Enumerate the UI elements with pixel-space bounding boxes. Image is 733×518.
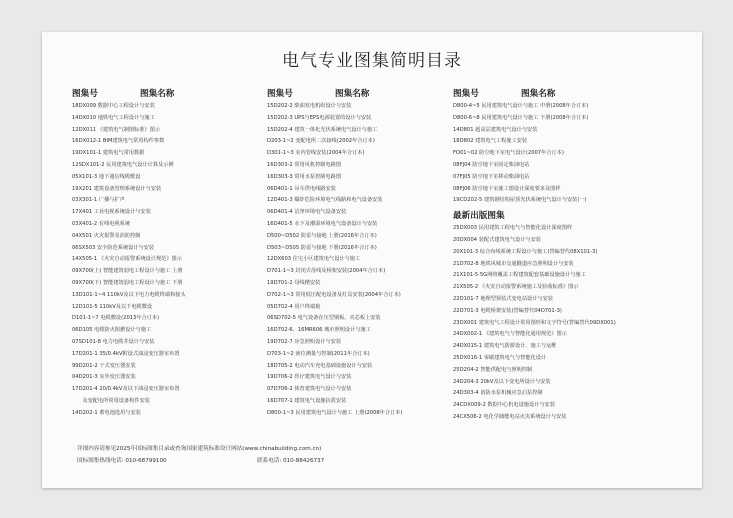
catalog-entry: 16DX012-1 BIM建筑电气常用构件参数 (72, 138, 165, 145)
catalog-entry: 23DX001 建筑电气工程设计常用图形和文字符号(替编替代09DX001) (453, 319, 616, 326)
catalog-entry: 14X505-1 《火灾自动报警系统设计规范》图示 (72, 256, 182, 263)
catalog-entry: 06D401-1 吊车供电线路安装 (267, 185, 336, 192)
catalog-entry: 25DX003 民用建筑工程电气与智能化设计深度图样 (453, 225, 573, 232)
catalog-entry: 12SDX101-2 民用建筑电气设计计算及示例 (72, 161, 174, 168)
catalog-entry: 12DX011 《建筑电气制图标准》图示 (72, 126, 160, 133)
catalog-entry: 22D101-7 地埋型预装式变电站设计与安装 (453, 295, 553, 302)
catalog-entry: 及变配电所常用设备构件安装 (72, 397, 150, 404)
catalog-entry: 21X101-5 5G网络覆盖工程建筑配套基础设施设计与施工 (453, 272, 586, 279)
catalog-entry: 14D202-1 蓄电池选用与安装 (72, 409, 141, 416)
catalog-entry: 12DX603 住宅小区建筑电气设计与施工 (267, 256, 361, 263)
footer-website-note: 详细内容请参见2025年国标图集目录或查询国家建筑标准设计网站(www.chinabuilding.com.cn) (77, 446, 322, 452)
catalog-entry: FD01~02 防空地下室电气设计(2007年合订本) (453, 150, 564, 157)
catalog-entry: D701-1~3 封闭式母线及桥架安装(2004年合订本) (267, 268, 386, 275)
catalog-entry: 17D201-4 20/0.4kV及以下油浸变压器室布置 (72, 386, 180, 393)
catalog-entry: 21X505-2 《火灾自动报警系统施工及验收标准》图示 (453, 284, 579, 291)
catalog-entry: 03X401-2 有线电视系统 (72, 220, 131, 227)
catalog-entry: 17X401 工业电视系统设计与安装 (72, 209, 151, 216)
catalog-entry: 06D105 电缆防火阻燃设计与施工 (72, 327, 152, 334)
catalog-entry: 17D201-1 35/0.4kV附设式油浸变压器室布置 (72, 350, 180, 357)
catalog-entry: 18D705-2 电动汽车充电基础设施设计与安装 (267, 362, 373, 369)
catalog-entry: 16D707-1 建筑电气设施抗震安装 (267, 397, 347, 404)
catalog-entry: 24D303-4 消防水泵机械应急启泵控制 (453, 390, 543, 397)
catalog-entry: 16D401-5 水下及潮湿环境电气设备设计与安装 (267, 220, 378, 227)
catalog-entry: 24CDX009-2 数据中心机电设施设计与安装 (453, 402, 555, 409)
catalog-entry: 19CD202-5 建筑钢结构屋顶光伏系统电气设计与安装(一) (453, 197, 587, 204)
catalog-entry: 05D702-4 用户终端箱 (267, 303, 321, 310)
catalog-entry: 24CX506-2 电化学储能电站火灾系统设计与安装 (453, 413, 567, 420)
catalog-entry: 06D401-4 洁净环境电气设备安装 (267, 209, 347, 216)
catalog-entry: 24D204-3 20kV及以下变电所设计与安装 (453, 378, 551, 385)
header-name: 图集名称 (335, 89, 370, 99)
header-name: 图集名称 (140, 89, 175, 99)
catalog-entry: 08FJ04 防空地下室固定柴油电站 (453, 161, 530, 168)
catalog-entry: 19D702-7 应急照明设计与安装 (267, 338, 342, 345)
catalog-entry: 05X101-3 地下通信线缆敷设 (72, 173, 141, 180)
catalog-entry: 06SX503 安全防范系统设计与安装 (72, 244, 155, 251)
catalog-entry: 18D802 建筑电气工程施工安装 (453, 138, 528, 145)
catalog-entry: 12D401-3 爆炸危险环境电气线路和电气设备安装 (267, 197, 383, 204)
catalog-entry: D301-1~3 室内管线安装(2004年合订本) (267, 150, 365, 157)
catalog-entry: 25D204-2 智能供配电与照明控制 (453, 366, 533, 373)
header-code: 图集号 (72, 89, 98, 99)
column-header (453, 87, 673, 101)
catalog-entry: 15D202-3 UPS与EPS电源装置的设计与安装 (267, 114, 372, 121)
catalog-entry: 08FJ06 防空地下室施工图设计深度要求及图样 (453, 185, 561, 192)
catalog-column-2 (267, 87, 467, 420)
catalog-entry: 19D706-2 医疗建筑电气设计与安装 (267, 374, 352, 381)
catalog-entry: 21D702-8 地铁风城市交通隧道应急照明设计与安装 (453, 260, 574, 267)
catalog-entry: 13D101-1~4 110kV及以下电力电缆终端和接头 (72, 291, 186, 298)
catalog-entry: 15D202-4 建筑一体化光伏系统电气设计与施工 (267, 126, 378, 133)
catalog-page (42, 32, 702, 488)
catalog-entry: 07FJ05 防空地下室移动柴油电站 (453, 173, 530, 180)
catalog-entry: D101-1~7 电缆敷设(2013年合订本) (72, 315, 160, 322)
catalog-entry: 20DX004 装配式建筑电气设计与安装 (453, 236, 541, 243)
catalog-entry: 19D701-2 母线槽安装 (267, 279, 321, 286)
footer-contact: 联系电话: 010-88426737 (257, 458, 325, 464)
catalog-entry: 24DX015-1 建筑电气防游设计、施工与运维 (453, 343, 557, 350)
catalog-entry: 04X501 火灾报警及消防控制 (72, 232, 141, 239)
catalog-entry: 09X700(下) 智能建筑弱电工程设计与施工 下册 (72, 279, 183, 286)
catalog-entry: 16D303-2 常用风机控制电路图 (267, 161, 342, 168)
catalog-entry: 99D201-2 干式变压器安装 (72, 362, 136, 369)
header-name: 图集名称 (521, 89, 556, 99)
catalog-entry: D703-1~2 液位测量与控制(2011年合订本) (267, 350, 370, 357)
catalog-entry: 12D101-5 110kV及以下电缆敷设 (72, 303, 153, 310)
catalog-entry: 18DX009 数据中心工程设计与安装 (72, 103, 155, 109)
column-header (267, 87, 467, 101)
footer-hotline: 国标图集热线电话: 010-68799100 (77, 458, 167, 464)
catalog-entry: D702-1~3 常用低压配电设备及灯具安装(2004年合订本) (267, 291, 401, 298)
catalog-entry: 24DX002-1 《建筑电气与智能化通用规范》图示 (453, 331, 567, 338)
catalog-entry: D800-4~5 民用建筑电气设计与施工 中册(2008年合订本) (453, 103, 589, 109)
catalog-entry: 07D706-2 体育建筑电气设计与安装 (267, 386, 352, 393)
catalog-entry: 19DX101-1 建筑电气常用数据 (72, 150, 145, 157)
catalog-entry: D800-6~8 民用建筑电气设计与施工 下册(2008年合订本) (453, 114, 589, 121)
column-header (72, 87, 262, 101)
catalog-entry: 20X101-3 综合布线系统工程设计与施工(替编替代08X101-3) (453, 248, 598, 255)
catalog-entry: 07SD101-8 电力电缆井设计与安装 (72, 338, 155, 345)
catalog-entry: D800-1~3 民用建筑电气设计与施工 上册(2008年合订本) (267, 409, 403, 416)
catalog-entry: 06SD702-5 电气设备在压型钢板、夹芯板上安装 (267, 315, 381, 322)
header-code: 图集号 (267, 89, 293, 99)
catalog-entry: 16D303-3 常用水泵控制电路图 (267, 173, 342, 180)
catalog-entry: 14D801 超高层建筑电气设计与安装 (453, 126, 538, 133)
page-title: 电气专业图集简明目录 (282, 51, 462, 71)
catalog-entry: 04D201-3 室外变压器安装 (72, 374, 136, 381)
catalog-entry: 19X201 建筑设备管理系统设计与安装 (72, 185, 162, 192)
catalog-entry: 09X700(上) 智能建筑弱电工程设计与施工 上册 (72, 268, 183, 275)
header-code: 图集号 (453, 89, 479, 99)
catalog-entry: D203-1~2 变配电所二次接线(2002年合订本) (267, 138, 375, 145)
catalog-entry: 16D702-6、16MR606 城市照明设计与施工 (267, 327, 371, 334)
catalog-entry: 22D701-3 电缆桥架安装(替编替代04D701-3) (453, 307, 562, 314)
catalog-column-3 (453, 87, 673, 424)
section-title: 最新出版图集 (453, 211, 505, 222)
catalog-entry: 25DX016-1 零碳建筑电气与智能化设计 (453, 354, 547, 361)
catalog-entry: D500~D502 防雷与接地 上册(2016年合订本) (267, 232, 377, 239)
catalog-entry: 03X301-1 广播与扩声 (72, 197, 125, 204)
catalog-entry: 15D202-2 柴油发电机组设计与安装 (267, 103, 352, 109)
catalog-entry: D503~D505 防雷与接地 下册(2016年合订本) (267, 244, 377, 251)
catalog-column-1 (72, 87, 262, 420)
catalog-entry: 14DX010 地铁电气工程设计与施工 (72, 114, 155, 121)
